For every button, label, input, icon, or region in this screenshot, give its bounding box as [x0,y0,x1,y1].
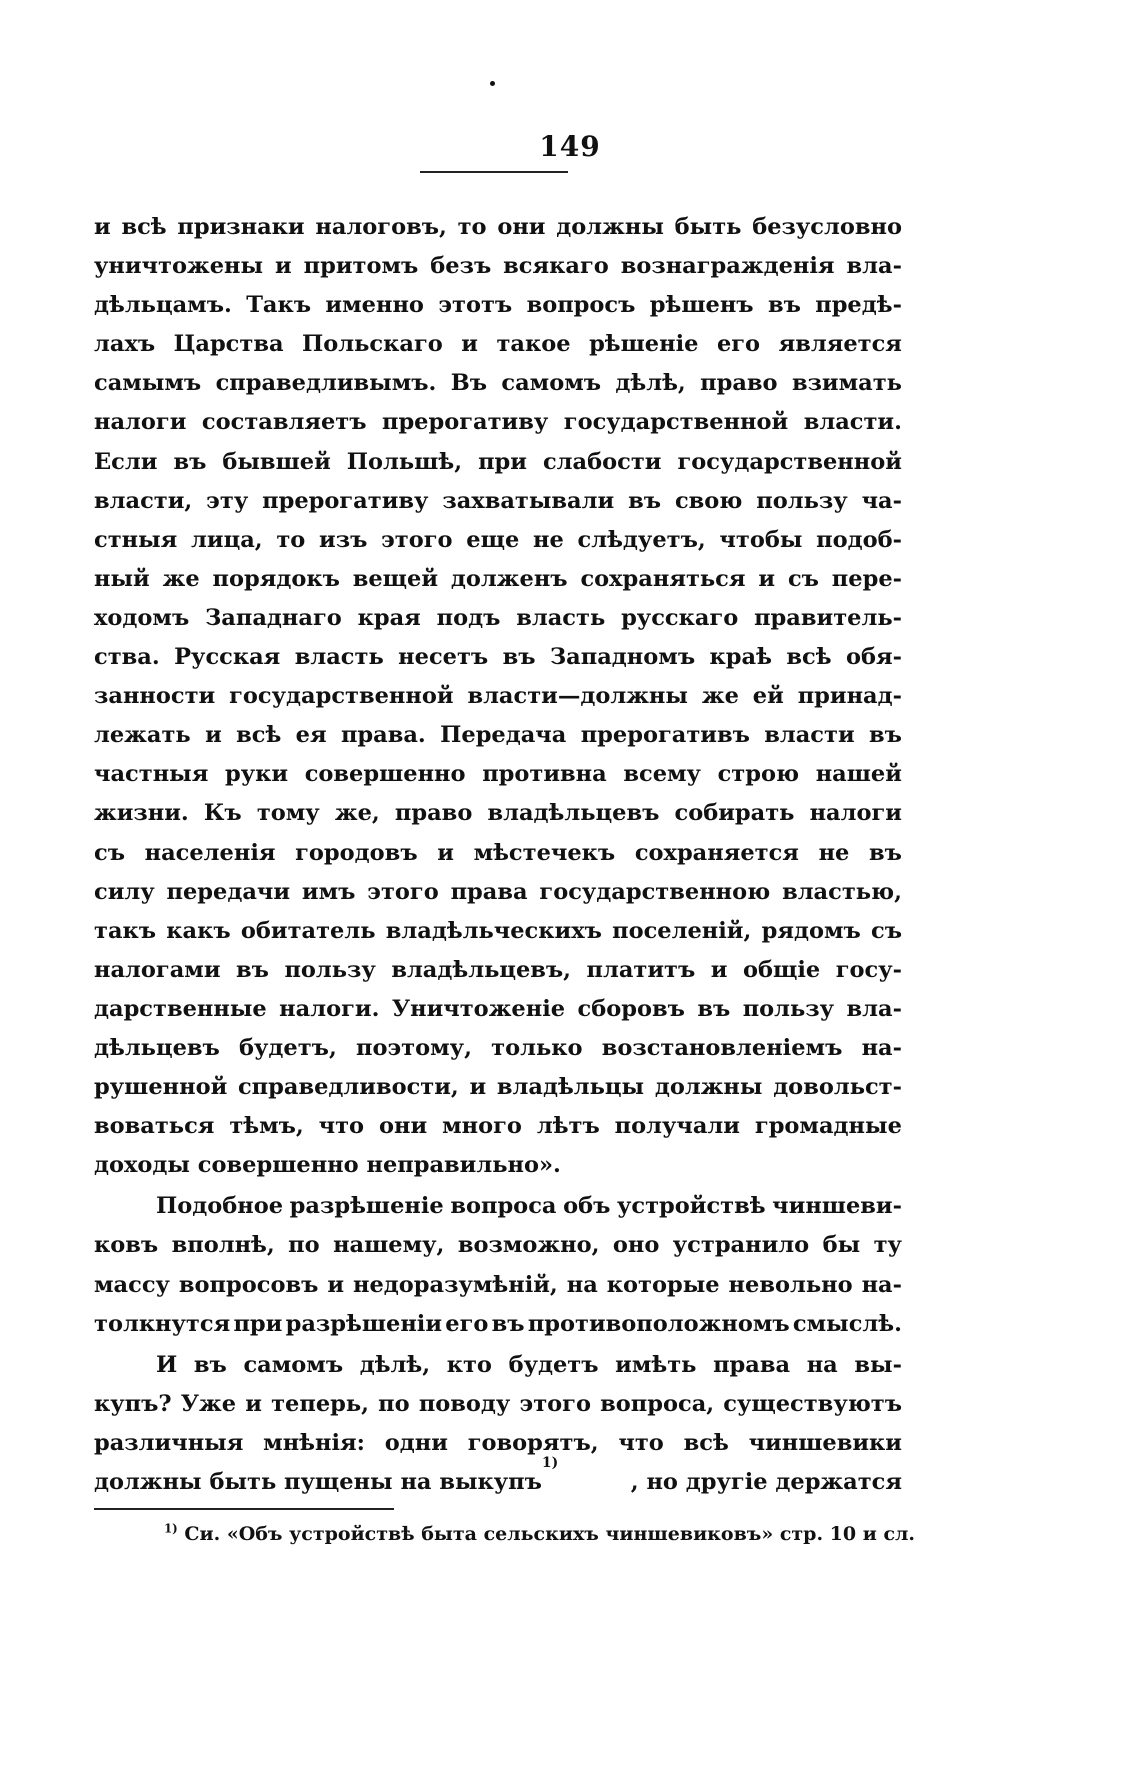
text-line [94,521,902,560]
word: невольно [728,1271,853,1298]
word: предѣ- [815,292,902,319]
word: ей [752,683,784,710]
word: и [245,1390,262,1417]
word: право [394,800,473,827]
word: чиншеви- [772,1193,902,1220]
word: обитатель [240,917,376,944]
word: эту [206,487,249,514]
text-line-with-footnote-ref [94,1455,902,1502]
word: прерогативу [381,409,549,436]
word: поэтому, [356,1034,472,1061]
word: принад- [797,683,902,710]
word: недоразумѣній, [353,1271,558,1298]
word: налогами [94,956,221,983]
text-line [94,364,902,403]
word: власти—должны [467,683,688,710]
word: воваться [94,1113,215,1140]
word: вопроса [450,1193,557,1220]
word: поводу [418,1390,511,1417]
word: налоги [809,800,902,827]
word: не [818,839,850,866]
line-segment: , но другіе держатся [630,1469,902,1495]
word: и [94,214,111,240]
word: Такъ [246,292,312,319]
word: И [156,1351,178,1378]
word: владѣльцевъ, [391,956,572,983]
word: лахъ [94,331,156,358]
word: права. [340,722,426,749]
word: ту [873,1232,902,1259]
word: права [713,1351,791,1378]
word: самомъ [243,1351,344,1378]
word: дарственные [94,995,267,1022]
word: государственной [677,448,902,475]
word: власти [764,722,855,749]
word: существуютъ [723,1390,902,1417]
word: передачи [166,878,291,905]
ink-speck [490,81,495,86]
word: силу [94,878,155,905]
word: населенія [144,839,276,866]
word: право [700,370,778,397]
text-line [94,951,902,990]
word: пользу [284,956,376,983]
word: рушенной [94,1074,228,1101]
word: налоговъ, [315,214,447,240]
word: не [533,526,564,553]
word: ходомъ [94,604,190,631]
word: владѣльцы [496,1074,645,1101]
word: разрѣшеніе [289,1193,444,1220]
word: государственной [563,409,789,436]
word: тѣмъ, [229,1113,304,1140]
text-line [94,403,902,442]
word: владѣльческихъ [385,917,602,944]
word: вла- [846,995,902,1022]
word: налоги [94,409,187,436]
word: свою [674,487,743,514]
word: сохраняется [634,839,799,866]
word: Къ [203,800,242,827]
word: налоги. [279,995,380,1022]
word: Западнаго [205,604,342,631]
word: должны [654,1074,763,1101]
word: же, [334,800,380,827]
word: сохраняться [580,565,746,592]
word: ча- [861,487,902,514]
word: пользу [756,487,848,514]
text-line [94,325,902,364]
word: вознагражденія [620,253,835,280]
word: которые [606,1271,720,1298]
word: лежать [94,722,191,749]
word: съ [871,917,902,944]
word: русскаго [621,604,739,631]
word: въ [491,1310,525,1337]
word: и [461,331,478,358]
word: Если [94,448,158,475]
text-line [94,482,902,521]
word: они [497,214,546,240]
word: Уже [180,1390,237,1417]
word: составляетъ [201,409,367,436]
word: этого [381,526,453,553]
word: всему [623,761,701,788]
text-line [94,286,902,325]
word: мѣстечекъ [473,839,616,866]
word: справедливости, [237,1074,459,1101]
word: толкнутся [94,1310,231,1337]
text-line [94,794,902,833]
word: рѣшенъ [649,292,754,319]
word: самомъ [501,370,602,397]
word: въ [697,995,731,1022]
word: бывшей [222,448,331,475]
word: подъ [436,604,501,631]
word: же [701,683,739,710]
word: сборовъ [577,995,685,1022]
word: всѣ [121,214,167,240]
word: имѣть [615,1351,697,1378]
word: совершенно [304,761,466,788]
word: этотъ [438,292,513,319]
text-line [94,1424,902,1463]
word: различныя [94,1429,244,1456]
word: Въ [450,370,488,397]
word: противоположномъ [527,1310,790,1337]
word: Польшѣ, [346,448,463,475]
word: стныя [94,526,178,553]
word: дѣльцамъ. [94,292,232,319]
word: всѣ [786,644,832,671]
text-line [94,638,902,677]
word: долженъ [450,565,568,592]
word: власти. [803,409,902,436]
word: безусловно [752,214,902,240]
word: вопросъ [526,292,636,319]
word: довольст- [773,1074,902,1101]
word: властью, [782,878,902,905]
word: имъ [301,878,356,905]
word: прерогативу [262,487,429,514]
word: краѣ [709,644,772,671]
word: поселеній, [612,917,752,944]
word: купъ? [94,1390,172,1417]
word: слабости [542,448,662,475]
word: рядомъ [761,917,861,944]
word: на- [861,1271,902,1298]
word: государственной [229,683,454,710]
word: вопросовъ [178,1271,319,1298]
word: слѣдуетъ, [577,526,706,553]
text-line [94,560,902,599]
word: обя- [845,644,902,671]
word: этого [519,1390,591,1417]
word: будетъ, [239,1034,337,1061]
word: Западномъ [549,644,696,671]
word: всякаго [503,253,609,280]
word: притомъ [303,253,419,280]
text-line-paragraph-start [94,1187,902,1226]
word: этого [367,878,439,905]
word: одни [384,1429,448,1456]
word: всѣ [683,1429,729,1456]
word: разрѣшеніи [285,1310,443,1337]
word: и [758,565,776,592]
word: власть [516,604,606,631]
word: и [275,253,292,280]
word: строю [717,761,800,788]
word: съ [94,839,125,866]
word: захватывали [442,487,615,514]
word: его [445,1310,489,1337]
word: въ [173,448,207,475]
word: на [806,1351,838,1378]
word: чиншевики [748,1429,902,1456]
word: изъ [319,526,368,553]
word: дѣлѣ, [359,1351,431,1378]
word: частныя [94,761,209,788]
text-line [94,1305,902,1344]
word: уничтожены [94,253,264,280]
word: противна [482,761,607,788]
word: въ [628,487,662,514]
word: въ [869,722,902,749]
word: прерогативъ [580,722,750,749]
word: смыслѣ. [792,1310,902,1337]
word: признаки [177,214,305,240]
word: въ [236,956,269,983]
line-segment: должны быть пущены на выкупъ [94,1469,542,1495]
word: массу [94,1271,170,1298]
body-text [94,208,902,1502]
text-line [94,599,902,638]
word: такъ [94,917,157,944]
word: устранило [672,1232,810,1259]
word: общіе [742,956,821,983]
word: вла- [846,253,902,280]
word: нашей [815,761,902,788]
word: края [357,604,421,631]
word: еще [466,526,520,553]
text-line [94,912,902,951]
text-line [94,1068,902,1107]
text-line [94,1107,902,1146]
footnote-marker: 1) [164,1521,178,1536]
word: чтобы [719,526,803,553]
word: вопроса, [600,1390,715,1417]
word: вполнѣ, [171,1232,275,1259]
word: всѣ [236,722,282,749]
text-line-paragraph-start [94,1346,902,1385]
word: Царства [173,331,284,358]
word: же [162,565,200,592]
word: государственною [539,878,771,905]
word: говорятъ, [467,1429,599,1456]
word: нашему, [333,1232,445,1259]
footnote-rule [94,1508,394,1510]
word: въ [767,292,801,319]
word: такое [496,331,571,358]
word: съ [787,565,819,592]
text-line-paragraph-end: доходы совершенно неправильно». [94,1152,561,1179]
word: власти, [94,487,193,514]
word: является [778,331,902,358]
word: въ [193,1351,227,1378]
word: бы [822,1232,861,1259]
word: подоб- [816,526,902,553]
word: тому [256,800,320,827]
word: возстановленіемъ [601,1034,843,1061]
text-line [94,873,902,912]
text-line [94,247,902,286]
word: какъ [166,917,231,944]
word: жизни. [94,800,189,827]
page-number-rule [420,171,568,173]
word: дѣлѣ, [615,370,686,397]
page-number: 149 [539,130,601,163]
word: быть [674,214,742,240]
word: права [450,878,528,905]
word: на [566,1271,598,1298]
word: лѣтъ [536,1113,600,1140]
word: лица, [191,526,263,553]
text-line [94,716,902,755]
text-line [94,834,902,873]
word: будетъ [508,1351,599,1378]
text-line [94,1385,902,1424]
word: госу- [835,956,902,983]
word: самымъ [94,370,202,397]
word: они [378,1113,428,1140]
word: его [716,331,761,358]
text-line [94,1266,902,1305]
word: ковъ [94,1232,159,1259]
text-line [94,677,902,716]
word: взимать [791,370,902,397]
word: то [457,214,487,240]
word: получали [614,1113,740,1140]
word: то [276,526,306,553]
word: пере- [831,565,902,592]
word: рѣшеніе [589,331,699,358]
word: при [233,1310,283,1337]
word: вещей [352,565,439,592]
word: городовъ [295,839,418,866]
word: громадные [754,1113,902,1140]
word: устройствѣ [616,1193,766,1220]
word: возможно, [457,1232,600,1259]
word: объ [563,1193,611,1220]
word: и [205,722,222,749]
word: собирать [674,800,795,827]
word: вы- [854,1351,902,1378]
word: мнѣнія: [263,1429,365,1456]
text-line [94,990,902,1029]
word: на- [861,1034,902,1061]
word: Уничтоженіе [391,995,566,1022]
word: платитъ [586,956,696,983]
text-line [94,1029,902,1068]
word: оно [612,1232,660,1259]
word: и [327,1271,345,1298]
word: ный [94,565,150,592]
word: только [491,1034,583,1061]
word: и [469,1074,487,1101]
word: кто [446,1351,492,1378]
word: ея [295,722,327,749]
footnote [164,1520,916,1548]
text-line [94,208,902,247]
word: и [710,956,728,983]
word: при [478,448,527,475]
word: и [437,839,454,866]
word: должны [556,214,664,240]
word: правитель- [754,604,902,631]
footnote-reference[interactable]: 1) [541,1455,559,1471]
text-line [94,443,902,482]
word: Польскаго [302,331,443,358]
word: Русская [174,644,281,671]
word: несетъ [398,644,489,671]
word: дѣльцевъ [94,1034,220,1061]
word: въ [502,644,536,671]
word: руки [224,761,289,788]
text-line [94,1226,902,1265]
word: владѣльцевъ [487,800,660,827]
footnote-text: Си. «Объ устройствѣ быта сельскихъ чиншевиковъ» стр. 10 и сл. [184,1523,916,1545]
word: Подобное [156,1193,284,1220]
word: что [318,1113,365,1140]
word: по [288,1232,320,1259]
word: много [442,1113,522,1140]
word: именно [325,292,424,319]
word: справедливымъ. [215,370,437,397]
word: въ [869,839,902,866]
text-line [94,755,902,794]
word: теперь, [271,1390,369,1417]
word: порядокъ [212,565,340,592]
word: власть [294,644,384,671]
word: занности [94,683,216,710]
word: по [378,1390,410,1417]
word: что [618,1429,664,1456]
word: пользу [742,995,835,1022]
word: безъ [430,253,492,280]
word: ства. [94,644,160,671]
word: Передача [440,722,567,749]
